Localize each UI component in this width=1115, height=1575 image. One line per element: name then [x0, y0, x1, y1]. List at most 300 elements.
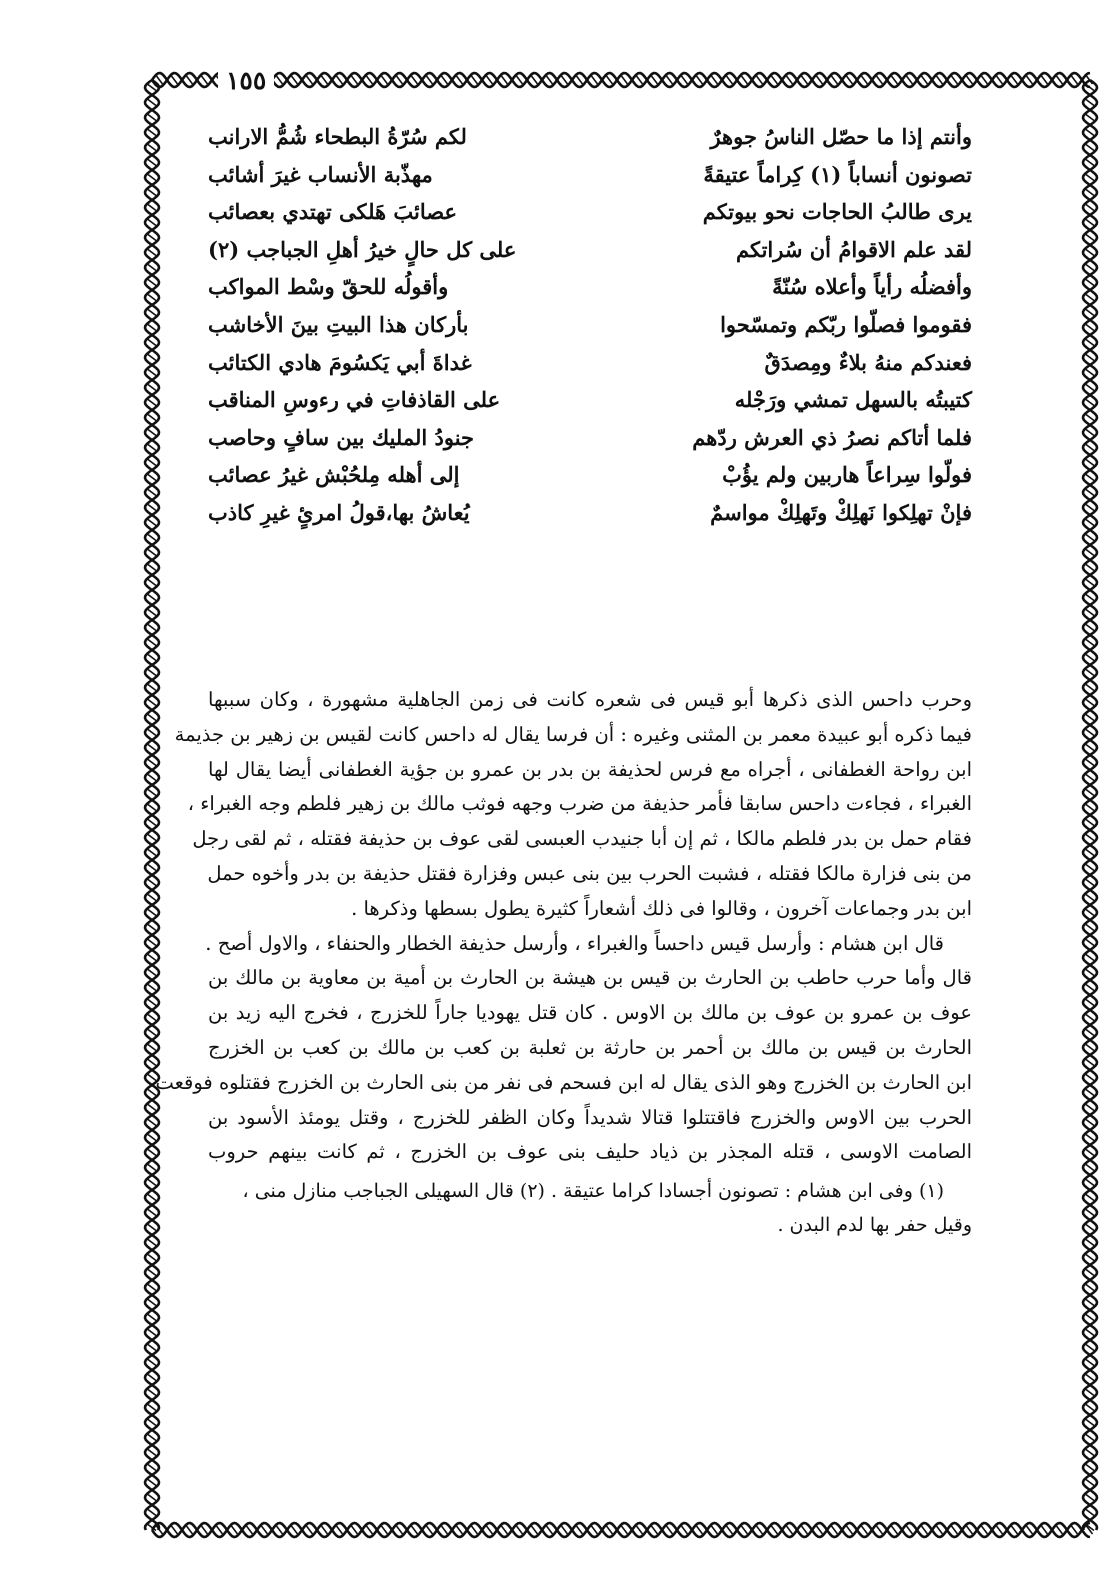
- border-stitch: [148, 445, 156, 451]
- border-stitch: [967, 76, 973, 84]
- border-stitch: [148, 1120, 156, 1126]
- border-stitch: [148, 1195, 156, 1201]
- border-stitch: [577, 1526, 583, 1534]
- border-stitch: [532, 1526, 538, 1534]
- border-stitch: [1086, 1210, 1094, 1216]
- border-stitch: [382, 76, 388, 84]
- border-stitch: [457, 76, 463, 84]
- border-stitch: [1086, 100, 1094, 106]
- border-stitch: [1086, 1480, 1094, 1486]
- border-stitch: [427, 1526, 433, 1534]
- border-stitch: [1086, 430, 1094, 436]
- border-stitch: [217, 1526, 223, 1534]
- border-stitch: [148, 1345, 156, 1351]
- border-stitch: [757, 76, 763, 84]
- prose-line: ابن بدر وجماعات آخرون ، وقالوا فى ذلك أشعاراً كثيرة يطول بسطها وذكرها .: [351, 896, 972, 920]
- border-stitch: [148, 730, 156, 736]
- border-stitch: [148, 775, 156, 781]
- verse-first-half: يرى طالبُ الحاجات نحو بيوتكم: [702, 199, 972, 225]
- border-stitch: [937, 76, 943, 84]
- border-stitch: [337, 1526, 343, 1534]
- border-stitch: [802, 76, 808, 84]
- border-stitch: [1086, 1270, 1094, 1276]
- border-stitch: [787, 76, 793, 84]
- border-stitch: [937, 1526, 943, 1534]
- border-stitch: [1057, 76, 1063, 84]
- border-stitch: [148, 250, 156, 256]
- border-stitch: [148, 205, 156, 211]
- border-stitch: [148, 1315, 156, 1321]
- verse: [208, 156, 972, 194]
- border-stitch: [1086, 1105, 1094, 1111]
- border-stitch: [442, 76, 448, 84]
- border-stitch: [862, 1526, 868, 1534]
- border-stitch: [322, 76, 328, 84]
- page-number: ١٥٥: [218, 66, 274, 96]
- border-stitch: [1012, 76, 1018, 84]
- border-stitch: [148, 610, 156, 616]
- border-stitch: [202, 1526, 208, 1534]
- border-stitch: [292, 76, 298, 84]
- border-stitch: [148, 1390, 156, 1396]
- border-stitch: [922, 76, 928, 84]
- border-stitch: [148, 175, 156, 181]
- prose-line: الحارث بن قيس بن مالك بن أحمر بن حارثة بن ثعلبة بن كعب بن مالك بن كعب بن الخزرج: [208, 1035, 972, 1059]
- verse-second-half: غداةَ أبي يَكسُومَ هادي الكتائب: [208, 349, 472, 375]
- border-stitch: [982, 76, 988, 84]
- verse-second-half: وأقولُه للحقّ وسْط المواكب: [208, 274, 449, 300]
- border-stitch: [148, 235, 156, 241]
- border-stitch: [682, 1526, 688, 1534]
- border-stitch: [148, 310, 156, 316]
- verse-second-half: عصائبَ هَلكى تهتدي بعصائب: [208, 199, 458, 225]
- border-stitch: [1086, 265, 1094, 271]
- prose-line: الحرب بين الاوس والخزرج فاقتتلوا قتالا شديداً وكان الظفر للخزرج ، وقتل يومئذ الأسود بن: [208, 1105, 972, 1129]
- border-stitch: [148, 1105, 156, 1111]
- border-stitch: [1086, 580, 1094, 586]
- border-stitch: [148, 565, 156, 571]
- border-stitch: [148, 325, 156, 331]
- border-stitch: [148, 640, 156, 646]
- border-stitch: [148, 115, 156, 121]
- border-stitch: [1086, 235, 1094, 241]
- border-stitch: [1086, 1345, 1094, 1351]
- border-stitch: [148, 145, 156, 151]
- border-stitch: [1086, 190, 1094, 196]
- border-stitch: [148, 1060, 156, 1066]
- border-stitch: [148, 505, 156, 511]
- border-stitch: [772, 1526, 778, 1534]
- border-stitch: [1086, 1135, 1094, 1141]
- border-stitch: [1086, 970, 1094, 976]
- border-stitch: [517, 1526, 523, 1534]
- verse: [208, 306, 972, 344]
- border-stitch: [1086, 610, 1094, 616]
- border-stitch: [457, 1526, 463, 1534]
- border-stitch: [148, 1210, 156, 1216]
- border-stitch: [412, 1526, 418, 1534]
- border-stitch: [148, 220, 156, 226]
- border-stitch: [148, 1435, 156, 1441]
- border-stitch: [148, 1270, 156, 1276]
- border-stitch: [352, 76, 358, 84]
- border-stitch: [148, 910, 156, 916]
- border-stitch: [148, 340, 156, 346]
- border-stitch: [1086, 955, 1094, 961]
- footnote-line: وقيل حفر بها لدم البدن .: [777, 1214, 972, 1237]
- border-stitch: [322, 1526, 328, 1534]
- verse-first-half: فولّوا سِراعاً هاربين ولم يؤُبْ: [722, 462, 972, 488]
- border-stitch: [277, 76, 283, 84]
- border-stitch: [1042, 76, 1048, 84]
- verse-first-half: فقوموا فصلّوا ربّكم وتمسّحوا: [720, 311, 972, 337]
- border-stitch: [1086, 1030, 1094, 1036]
- border-stitch: [247, 1526, 253, 1534]
- border-stitch: [652, 76, 658, 84]
- border-stitch: [727, 76, 733, 84]
- border-stitch: [148, 1465, 156, 1471]
- border-stitch: [412, 76, 418, 84]
- verse-first-half: فلما أتاكم نصرُ ذي العرش ردّهم: [692, 424, 972, 450]
- border-stitch: [1086, 145, 1094, 151]
- border-stitch: [1086, 400, 1094, 406]
- verse-second-half: جنودُ المليك بين سافٍ وحاصب: [208, 424, 475, 450]
- border-stitch: [148, 430, 156, 436]
- border-stitch: [307, 76, 313, 84]
- verse-second-half: على كل حالٍ خيرُ أهلِ الجباجب (٢): [208, 236, 517, 262]
- border-stitch: [1072, 1526, 1078, 1534]
- border-stitch: [1086, 460, 1094, 466]
- border-stitch: [1086, 1405, 1094, 1411]
- border-stitch: [148, 1300, 156, 1306]
- border-stitch: [1086, 1180, 1094, 1186]
- border-stitch: [1086, 880, 1094, 886]
- border-stitch: [1086, 670, 1094, 676]
- border-stitch: [1086, 355, 1094, 361]
- border-stitch: [742, 76, 748, 84]
- border-stitch: [1086, 730, 1094, 736]
- border-stitch: [148, 805, 156, 811]
- border-stitch: [742, 1526, 748, 1534]
- verse-second-half: إلى أهله مِلحُبْش غيرُ عصائب: [208, 462, 460, 488]
- border-stitch: [832, 76, 838, 84]
- border-stitch: [148, 745, 156, 751]
- prose-line: عوف بن عمرو بن عوف بن مالك بن الاوس . كان قتل يهوديا جاراً للخزرج ، فخرج اليه زيد بن: [208, 1001, 972, 1025]
- verse: [208, 344, 972, 382]
- border-stitch: [187, 76, 193, 84]
- border-stitch: [1086, 640, 1094, 646]
- prose-line: ابن رواحة الغطفانى ، أجراه مع فرس لحذيفة بن بدر بن عمرو بن جؤية الغطفانى أيضا يقال لها: [208, 757, 972, 781]
- border-stitch: [1012, 1526, 1018, 1534]
- border-stitch: [502, 76, 508, 84]
- border-stitch: [148, 280, 156, 286]
- border-stitch: [577, 76, 583, 84]
- border-stitch: [1086, 1495, 1094, 1501]
- border-stitch: [832, 1526, 838, 1534]
- border-stitch: [148, 895, 156, 901]
- border-stitch: [232, 1526, 238, 1534]
- border-stitch: [148, 790, 156, 796]
- prose-line: ابن الحارث بن الخزرج وهو الذى يقال له ابن فسحم فى نفر من بنى الحارث بن الخزرج فقتلوه فوقعت: [155, 1070, 972, 1094]
- border-stitch: [1086, 280, 1094, 286]
- verse-first-half: وأفضلُه رأياً وأعلاه سُنّةً: [772, 274, 972, 300]
- border-stitch: [1086, 535, 1094, 541]
- border-stitch: [1086, 565, 1094, 571]
- border-stitch: [637, 76, 643, 84]
- page-body: [155, 118, 972, 1242]
- border-stitch: [352, 1526, 358, 1534]
- border-stitch: [952, 1526, 958, 1534]
- border-stitch: [667, 76, 673, 84]
- border-stitch: [148, 1135, 156, 1141]
- border-stitch: [1086, 1075, 1094, 1081]
- prose-paragraphs: [155, 683, 972, 1170]
- verse-first-half: كتيبتُه بالسهل تمشي ورَجْله: [734, 387, 972, 413]
- verse: [208, 193, 972, 231]
- border-stitch: [1086, 820, 1094, 826]
- verse: [208, 231, 972, 269]
- verse: [208, 118, 972, 156]
- border-stitch: [1086, 655, 1094, 661]
- border-stitch: [592, 1526, 598, 1534]
- border-stitch: [148, 1420, 156, 1426]
- border-stitch: [148, 1045, 156, 1051]
- border-stitch: [148, 835, 156, 841]
- border-stitch: [262, 1526, 268, 1534]
- border-stitch: [1086, 1240, 1094, 1246]
- border-stitch: [817, 76, 823, 84]
- border-stitch: [1086, 1375, 1094, 1381]
- border-stitch: [148, 700, 156, 706]
- border-stitch: [148, 1255, 156, 1261]
- border-stitch: [652, 1526, 658, 1534]
- border-stitch: [1086, 775, 1094, 781]
- border-stitch: [148, 1480, 156, 1486]
- footnote-line: (١) وفى ابن هشام : تصونون أجسادا كراما عتيقة . (٢) قال السهيلى الجباجب منازل منى ،: [242, 1180, 944, 1203]
- border-stitch: [148, 820, 156, 826]
- border-stitch: [427, 76, 433, 84]
- border-stitch: [202, 76, 208, 84]
- border-stitch: [952, 76, 958, 84]
- prose-line: قال ابن هشام : وأرسل قيس داحساً والغبراء ، وأرسل حذيفة الخطار والحنفاء ، والاول أصح .: [205, 931, 944, 955]
- border-stitch: [148, 1375, 156, 1381]
- border-stitch: [148, 475, 156, 481]
- border-stitch: [148, 970, 156, 976]
- verse: [208, 268, 972, 306]
- border-stitch: [148, 955, 156, 961]
- border-stitch: [787, 1526, 793, 1534]
- border-stitch: [637, 1526, 643, 1534]
- border-stitch: [1086, 1060, 1094, 1066]
- border-stitch: [1086, 1165, 1094, 1171]
- border-stitch: [1027, 1526, 1033, 1534]
- border-stitch: [1042, 1526, 1048, 1534]
- border-stitch: [1086, 685, 1094, 691]
- verse: [208, 381, 972, 419]
- border-stitch: [148, 400, 156, 406]
- border-stitch: [148, 925, 156, 931]
- border-stitch: [1086, 550, 1094, 556]
- border-stitch: [1086, 175, 1094, 181]
- border-stitch: [1086, 1015, 1094, 1021]
- border-stitch: [1086, 850, 1094, 856]
- verse: [208, 494, 972, 532]
- border-stitch: [367, 1526, 373, 1534]
- border-stitch: [472, 1526, 478, 1534]
- border-stitch: [517, 76, 523, 84]
- border-stitch: [148, 190, 156, 196]
- border-stitch: [148, 655, 156, 661]
- border-stitch: [442, 1526, 448, 1534]
- border-stitch: [1086, 1195, 1094, 1201]
- border-stitch: [148, 595, 156, 601]
- border-stitch: [148, 100, 156, 106]
- border-stitch: [382, 1526, 388, 1534]
- verse-first-half: فإنْ تهلِكوا نَهلِكْ وتَهلِكْ مواسمٌ: [710, 499, 972, 525]
- border-stitch: [1086, 805, 1094, 811]
- border-stitch: [1086, 1360, 1094, 1366]
- border-stitch: [1086, 445, 1094, 451]
- border-stitch: [148, 1225, 156, 1231]
- border-stitch: [862, 76, 868, 84]
- border-stitch: [1086, 505, 1094, 511]
- border-stitch: [148, 355, 156, 361]
- border-stitch: [967, 1526, 973, 1534]
- border-stitch: [148, 985, 156, 991]
- border-stitch: [1086, 715, 1094, 721]
- prose-line: الغبراء ، فجاءت داحس سابقا فأمر حذيفة من ضرب وجهه فوثب مالك بن زهير فلطم وجه الغبراء ،: [187, 792, 972, 816]
- border-stitch: [1086, 1045, 1094, 1051]
- verse-second-half: بأركان هذا البيتِ بينَ الأخاشب: [208, 311, 469, 337]
- border-stitch: [907, 76, 913, 84]
- border-stitch: [1057, 1526, 1063, 1534]
- border-stitch: [148, 760, 156, 766]
- poem: [208, 118, 972, 683]
- verse-first-half: لقد علم الاقوامُ أن سُراتكم: [736, 236, 972, 262]
- border-stitch: [148, 550, 156, 556]
- border-stitch: [1086, 130, 1094, 136]
- border-stitch: [847, 1526, 853, 1534]
- border-stitch: [562, 76, 568, 84]
- border-stitch: [148, 1000, 156, 1006]
- border-stitch: [148, 1510, 156, 1516]
- border-stitch: [1086, 370, 1094, 376]
- border-stitch: [562, 1526, 568, 1534]
- prose-line: الصامت الاوسى ، قتله المجذر بن ذياد حليف بنى عوف بن الخزرج ، ثم كانت بينهم حروب: [208, 1140, 972, 1164]
- border-stitch: [1086, 205, 1094, 211]
- border-stitch: [682, 76, 688, 84]
- verse-second-half: مهذّبة الأنساب غيرَ أشائب: [208, 161, 433, 187]
- border-stitch: [1086, 625, 1094, 631]
- border-stitch: [1086, 835, 1094, 841]
- border-stitch: [1086, 325, 1094, 331]
- border-stitch: [1086, 865, 1094, 871]
- border-stitch: [1086, 1225, 1094, 1231]
- border-stitch: [547, 76, 553, 84]
- border-stitch: [997, 76, 1003, 84]
- border-stitch: [148, 940, 156, 946]
- border-stitch: [148, 265, 156, 271]
- border-stitch: [148, 130, 156, 136]
- prose-line: فقام حمل بن بدر فلطم مالكا ، ثم إن أبا جنيدب العبسى لقى عوف بن حذيفة فقتله ، ثم لقى رجل: [192, 827, 972, 851]
- border-stitch: [922, 1526, 928, 1534]
- border-stitch: [1086, 340, 1094, 346]
- border-stitch: [148, 625, 156, 631]
- border-stitch: [148, 865, 156, 871]
- border-stitch: [1086, 220, 1094, 226]
- border-stitch: [1086, 910, 1094, 916]
- border-stitch: [1086, 1120, 1094, 1126]
- border-stitch: [1086, 520, 1094, 526]
- border-stitch: [592, 76, 598, 84]
- border-stitch: [877, 76, 883, 84]
- border-stitch: [727, 1526, 733, 1534]
- border-stitch: [1086, 310, 1094, 316]
- border-stitch: [772, 76, 778, 84]
- border-stitch: [547, 1526, 553, 1534]
- border-stitch: [1086, 1150, 1094, 1156]
- border-stitch: [697, 76, 703, 84]
- border-stitch: [1086, 1090, 1094, 1096]
- border-stitch: [148, 535, 156, 541]
- border-stitch: [397, 1526, 403, 1534]
- border-stitch: [502, 1526, 508, 1534]
- border-stitch: [148, 415, 156, 421]
- border-stitch: [148, 370, 156, 376]
- border-stitch: [1086, 925, 1094, 931]
- border-stitch: [148, 670, 156, 676]
- border-stitch: [487, 1526, 493, 1534]
- border-stitch: [907, 1526, 913, 1534]
- border-stitch: [148, 880, 156, 886]
- border-stitch: [487, 76, 493, 84]
- border-stitch: [1086, 595, 1094, 601]
- border-stitch: [148, 850, 156, 856]
- border-stitch: [1086, 250, 1094, 256]
- border-stitch: [607, 1526, 613, 1534]
- border-stitch: [877, 1526, 883, 1534]
- border-stitch: [148, 1495, 156, 1501]
- border-stitch: [622, 76, 628, 84]
- border-stitch: [292, 1526, 298, 1534]
- border-stitch: [1086, 1465, 1094, 1471]
- prose-line: قال وأما حرب حاطب بن الحارث بن قيس بن هيشة بن الحارث بن أمية بن معاوية بن مالك بن: [208, 966, 972, 990]
- border-stitch: [1086, 745, 1094, 751]
- border-stitch: [397, 76, 403, 84]
- border-stitch: [148, 160, 156, 166]
- border-stitch: [1086, 385, 1094, 391]
- border-stitch: [1086, 1300, 1094, 1306]
- border-stitch: [982, 1526, 988, 1534]
- border-stitch: [148, 1150, 156, 1156]
- border-stitch: [337, 76, 343, 84]
- border-stitch: [667, 1526, 673, 1534]
- border-stitch: [712, 1526, 718, 1534]
- border-stitch: [148, 520, 156, 526]
- border-stitch: [1086, 1330, 1094, 1336]
- border-stitch: [148, 1030, 156, 1036]
- verse: [208, 456, 972, 494]
- border-stitch: [1027, 76, 1033, 84]
- verse-second-half: على القاذفاتِ في رءوسِ المناقب: [208, 387, 501, 413]
- border-stitch: [1086, 1390, 1094, 1396]
- verse: [208, 419, 972, 457]
- border-stitch: [802, 1526, 808, 1534]
- border-stitch: [277, 1526, 283, 1534]
- border-stitch: [1086, 1435, 1094, 1441]
- border-stitch: [148, 295, 156, 301]
- border-stitch: [148, 715, 156, 721]
